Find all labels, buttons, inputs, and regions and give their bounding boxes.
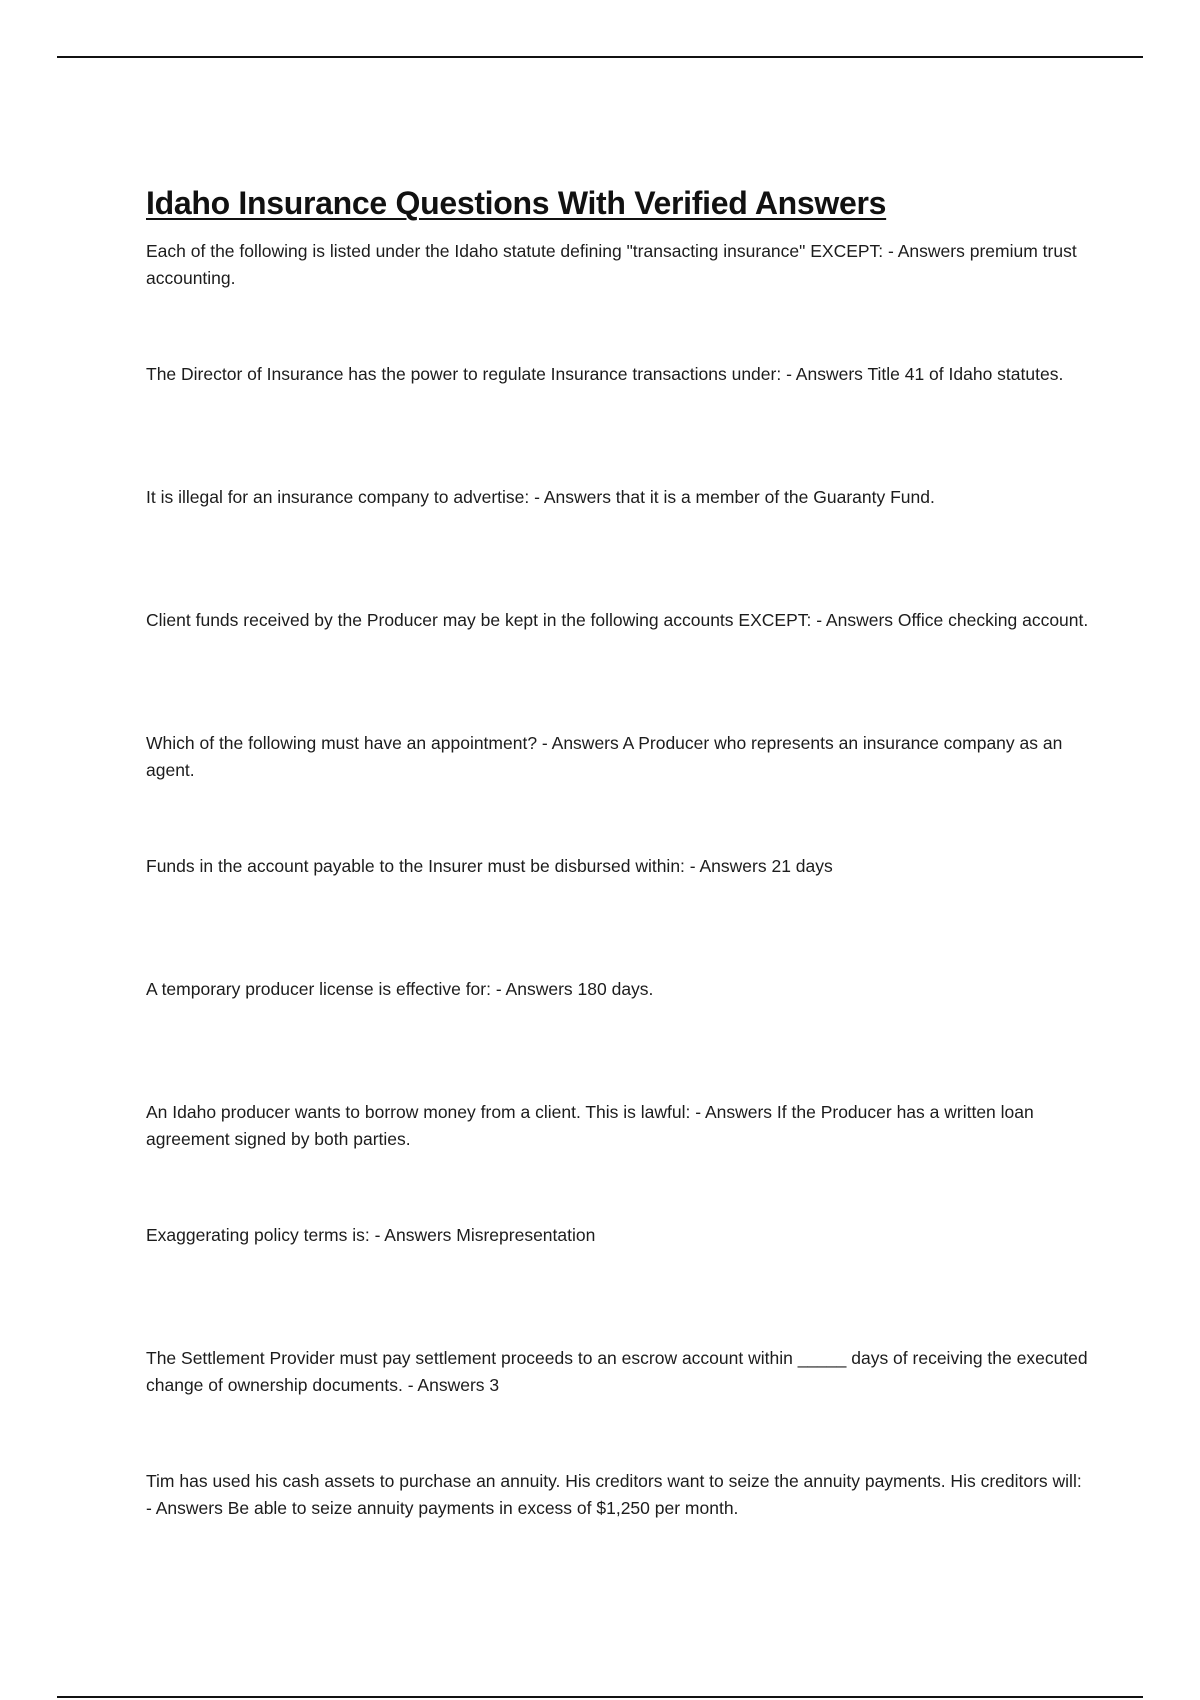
header-rule (57, 56, 1143, 58)
qa-item: A temporary producer license is effective for: - Answers 180 days. (146, 979, 654, 999)
qa-item: The Settlement Provider must pay settlement proceeds to an escrow account within _____ days of receiving the executed change of ownership documents. - Answers 3 (146, 1348, 1088, 1395)
footer-rule (57, 1696, 1143, 1698)
qa-item: Which of the following must have an appointment? - Answers A Producer who represents an insurance company as an agent. (146, 733, 1063, 780)
qa-item: Exaggerating policy terms is: - Answers Misrepresentation (146, 1225, 596, 1245)
qa-item: Funds in the account payable to the Insurer must be disbursed within: - Answers 21 days (146, 856, 833, 876)
qa-item: The Director of Insurance has the power to regulate Insurance transactions under: - Answers Title 41 of Idaho statutes. (146, 364, 1064, 384)
qa-item: Client funds received by the Producer may be kept in the following accounts EXCEPT: - Answers Office checking account. (146, 610, 1089, 630)
qa-item: An Idaho producer wants to borrow money from a client. This is lawful: - Answers If the Producer has a written loan agreement signed by both parties. (146, 1102, 1034, 1149)
qa-item: Tim has used his cash assets to purchase an annuity. His creditors want to seize the annuity payments. His creditors will: - Answers Be able to seize annuity payments in excess of $1,250 per month. (146, 1471, 1082, 1518)
document-body (146, 180, 1091, 1591)
qa-item: It is illegal for an insurance company to advertise: - Answers that it is a member of the Guaranty Fund. (146, 487, 935, 507)
qa-list (146, 238, 1091, 1591)
document-title: Idaho Insurance Questions With Verified Answers (146, 185, 887, 221)
qa-item: Each of the following is listed under the Idaho statute defining "transacting insurance" EXCEPT: - Answers premium trust accounting. (146, 241, 1077, 288)
